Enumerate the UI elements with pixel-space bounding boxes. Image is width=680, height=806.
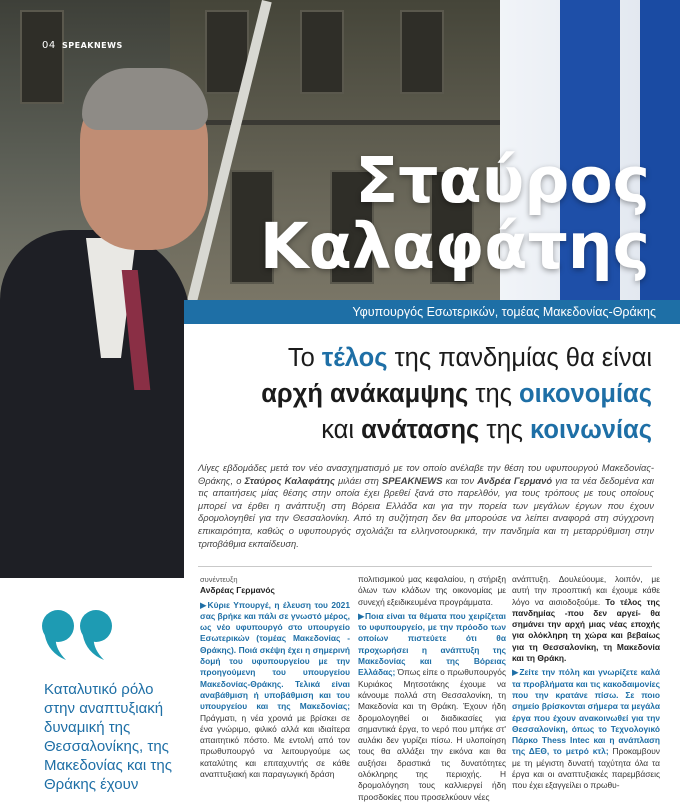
answer-2-emphasis: Το τέλος της πανδημίας -που δεν αργεί- θα σημάνει την αρχή μιας νέας εποχής για ολόκληρη τη χώρα και βεβαίως για τη Θεσσαλονίκη, τη Μακεδονία και τη Θράκη.	[512, 596, 660, 664]
article-column-3: ανάπτυξη. Δουλεύουμε, λοιπόν, με αυτή την προοπτική και έχουμε κάθε λόγο να αισιοδοξούμε. Το τέλος της πανδημίας -που δεν αργεί- θα σημάνει την αρχή μιας νέας εποχής για ολόκληρη τη χώρα και βεβαίως για τη Θεσσαλονίκη, τη Μακεδονία και τη Θράκη. ▶Ζείτε την πόλη και γνωρίζετε καλά τα προβλήματα και τις κακοδαιμονίες που την κρατάνε πίσω. Σε ποιο σημείο βρίσκονται σήμερα τα μεγάλα έργα που έχουν ανακοινωθεί για την Θεσσαλονίκη, όπως το Τεχνολογικό Πάρκο Thess Intec και η ανάπλαση της ΔΕΘ, το μετρό κτλ; Προκαμβουν με τη μέγιστη δυνατή ταχύτητα όλα τα έργα και οι αναπτυξιακές παρεμβάσεις που έχει εξαγγείλει ο πρωθυ-	[512, 574, 660, 791]
question-2: Ποια είναι τα θέματα που χειρίζεται το υφυπουργείο, με την πρόοδο των οποίων πιστεύετε ότι θα προχωρήσει η ανάπτυξη της Μακεδονίας και της Βόρειας Ελλάδας;	[358, 610, 506, 678]
intro-paragraph: Λίγες εβδομάδες μετά τον νέο ανασχηματισμό με τον οποίο ανέλαβε την θέση του υφυπουργού Μακεδονίας-Θράκης, ο Σταύρος Καλαφάτης μιλάει στη SPEAKNEWS και τον Ανδρέα Γερμανό για τα νέα δεδομένα και τις απαιτήσεις μίας θέσης στην οποία έχει βρεθεί ξανά στο παρελθόν, για τους τρόπους με τους οποίους μπορεί να έρθει η ανάπτυξη στη Βόρεια Ελλάδα και για την πορεία των μεγάλων έργων που έχουν δρομολογηθεί για την Θεσσαλονίκη. Από τη συζήτηση δεν θα μπορούσε να λείπει αναφορά στη σύγχρονη επικαιρότητα, καθώς ο υφυπουργός σχολιάζει τα ελληνοτουρκικά, την πανδημία και τη μεταρρύθμιση στην τριτοβάθμια εκπαίδευση.	[198, 462, 654, 549]
answer-3: Προκαμβουν με τη μέγιστη δυνατή ταχύτητα όλα τα έργα και οι αναπτυξιακές παρεμβάσεις που έχει εξαγγείλει ο πρωθυ-	[512, 746, 660, 791]
question-3: Ζείτε την πόλη και γνωρίζετε καλά τα προβλήματα και τις κακοδαιμονίες που την κρατάνε πίσω. Σε ποιο σημείο βρίσκονται σήμερα τα μεγάλα έργα που έχουν ανακοινωθεί για την Θεσσαλονίκη, όπως το Τεχνολογικό Πάρκο Thess Intec και η ανάπλαση της ΔΕΘ, το μετρό κτλ;	[512, 667, 660, 757]
subtitle: Υφυπουργός Εσωτερικών, τομέας Μακεδονίας-Θράκης	[352, 305, 656, 319]
answer-continued: πολιτισμικού μας κεφαλαίου, η στήριξη όλων των κλάδων της οικονομίας με συνεχή εξειδικευμένα προγράμματα.	[358, 574, 506, 607]
answer-2: Όπως είπε ο πρωθυπουργός Κυριάκος Μητσοτάκης έχουμε να κάνουμε πολλά στη Θεσσαλονίκη, τη Μακεδονία και τη Θράκη. Έχουν ήδη δρομολογηθεί οι διαδικασίες για σημαντικά έργα, το νερό που μπήκε στ' αυλάκι δεν γυρίζει πίσω. Η υλοποίηση τους θα αλλάξει την εικόνα και θα αυξήσει δραστικά τις δυνατότητες ολόκληρης της περιοχής. Η δρομολόγηση τους καλλιεργεί ήδη προσδοκίες που προσελκύουν νέες	[358, 667, 506, 802]
magazine-brand: SPEAKNEWS	[62, 41, 123, 50]
quote-mark-icon	[40, 608, 120, 668]
headline-line-1: Το τέλος της πανδημίας θα είναι	[287, 344, 652, 372]
headline-line-3: και ανάτασης της κοινωνίας	[321, 416, 652, 444]
building-window	[300, 10, 344, 94]
answer-2-continued: ανάπτυξη. Δουλεύουμε, λοιπόν, με αυτή την προοπτική και έχουμε κάθε λόγο να αισιοδοξούμε.	[512, 574, 660, 607]
interviewer-name: Ανδρέας Γερμανός	[200, 585, 275, 596]
question-1: Κύριε Υπουργέ, η έλευση του 2021 σας βρήκε και πάλι σε γνωστό μέρος, ως νέο υφυπουργό στο υπουργείο Εσωτερικών (τομέας Μακεδονίας - Θράκης). Ποιά σκέψη έχει η σημερινή δομή του υφυπουργείου με την προηγούμενη του υπουργείου Μακεδονίας-Θράκης. Τελικά είναι αναβάθμιση ή υποβάθμιση και του υπουργείου και της Μακεδονίας;	[200, 599, 350, 712]
article-column-1: συνέντευξη Ανδρέας Γερμανός ▶Κύριε Υπουργέ, η έλευση του 2021 σας βρήκε και πάλι σε γνωστό μέρος, ως νέο υφυπουργό στο υπουργείο Εσωτερικών (τομέας Μακεδονίας - Θράκης). Ποιά σκέψη έχει η σημερινή δομή του υφυπουργείου με την προηγούμενη του υπουργείου Μακεδονίας-Θράκης. Τελικά είναι αναβάθμιση ή υποβάθμιση και του υπουργείου και της Μακεδονίας; Πράγματι, η νέα χρονιά με βρίσκει σε ένα γνώριμο, φιλικό αλλά και ιδιαίτερα απαιτητικό πόστο. Με εντολή από τον πρωθυπουργό να λειτουργούμε ως καταλύτης και επιταχυντής σε κάθε αναπτυξιακή και παραγωγική δράση	[200, 575, 350, 780]
page-number: 04	[42, 40, 56, 51]
headline-line-2: αρχή ανάκαμψης της οικονομίας	[261, 380, 652, 408]
portrait-figure	[0, 60, 200, 578]
title-last-name: Καλαφάτης	[259, 210, 650, 283]
headline	[196, 340, 652, 448]
building-window	[400, 10, 444, 94]
pull-quote-text: Καταλυτικό ρόλο στην αναπτυξιακή δυναμική της Θεσσαλονίκης, της Μακεδονίας και της Θράκης έχουν	[44, 681, 172, 793]
interview-label: συνέντευξη	[200, 575, 238, 584]
title-first-name: Σταύρος	[355, 144, 650, 217]
page-title	[259, 144, 650, 283]
divider	[198, 566, 652, 567]
article-column-2: πολιτισμικού μας κεφαλαίου, η στήριξη όλων των κλάδων της οικονομίας με συνεχή εξειδικευμένα προγράμματα. ▶Ποια είναι τα θέματα που χειρίζεται το υφυπουργείο, με την πρόοδο των οποίων πιστεύετε ότι θα προχωρήσει η ανάπτυξη της Μακεδονίας και της Βόρειας Ελλάδας; Όπως είπε ο πρωθυπουργός Κυριάκος Μητσοτάκης έχουμε να κάνουμε πολλά στη Θεσσαλονίκη, τη Μακεδονία και τη Θράκη. Έχουν ήδη δρομολογηθεί οι διαδικασίες για σημαντικά έργα, το νερό που μπήκε στ' αυλάκι δεν γυρίζει πίσω. Η υλοποίηση τους θα αλλάξει την εικόνα και θα αυξήσει δραστικά τις δυνατότητες ολόκληρης της περιοχής. Η δρομολόγηση τους καλλιεργεί ήδη προσδοκίες που προσελκύουν νέες	[358, 574, 506, 802]
answer-1: Πράγματι, η νέα χρονιά με βρίσκει σε ένα γνώριμο, φιλικό αλλά και ιδιαίτερα απαιτητικό πόστο. Με εντολή από τον πρωθυπουργό να λειτουργούμε ως καταλύτης και επιταχυντής σε κάθε αναπτυξιακή και παραγωγική δράση	[200, 712, 350, 780]
